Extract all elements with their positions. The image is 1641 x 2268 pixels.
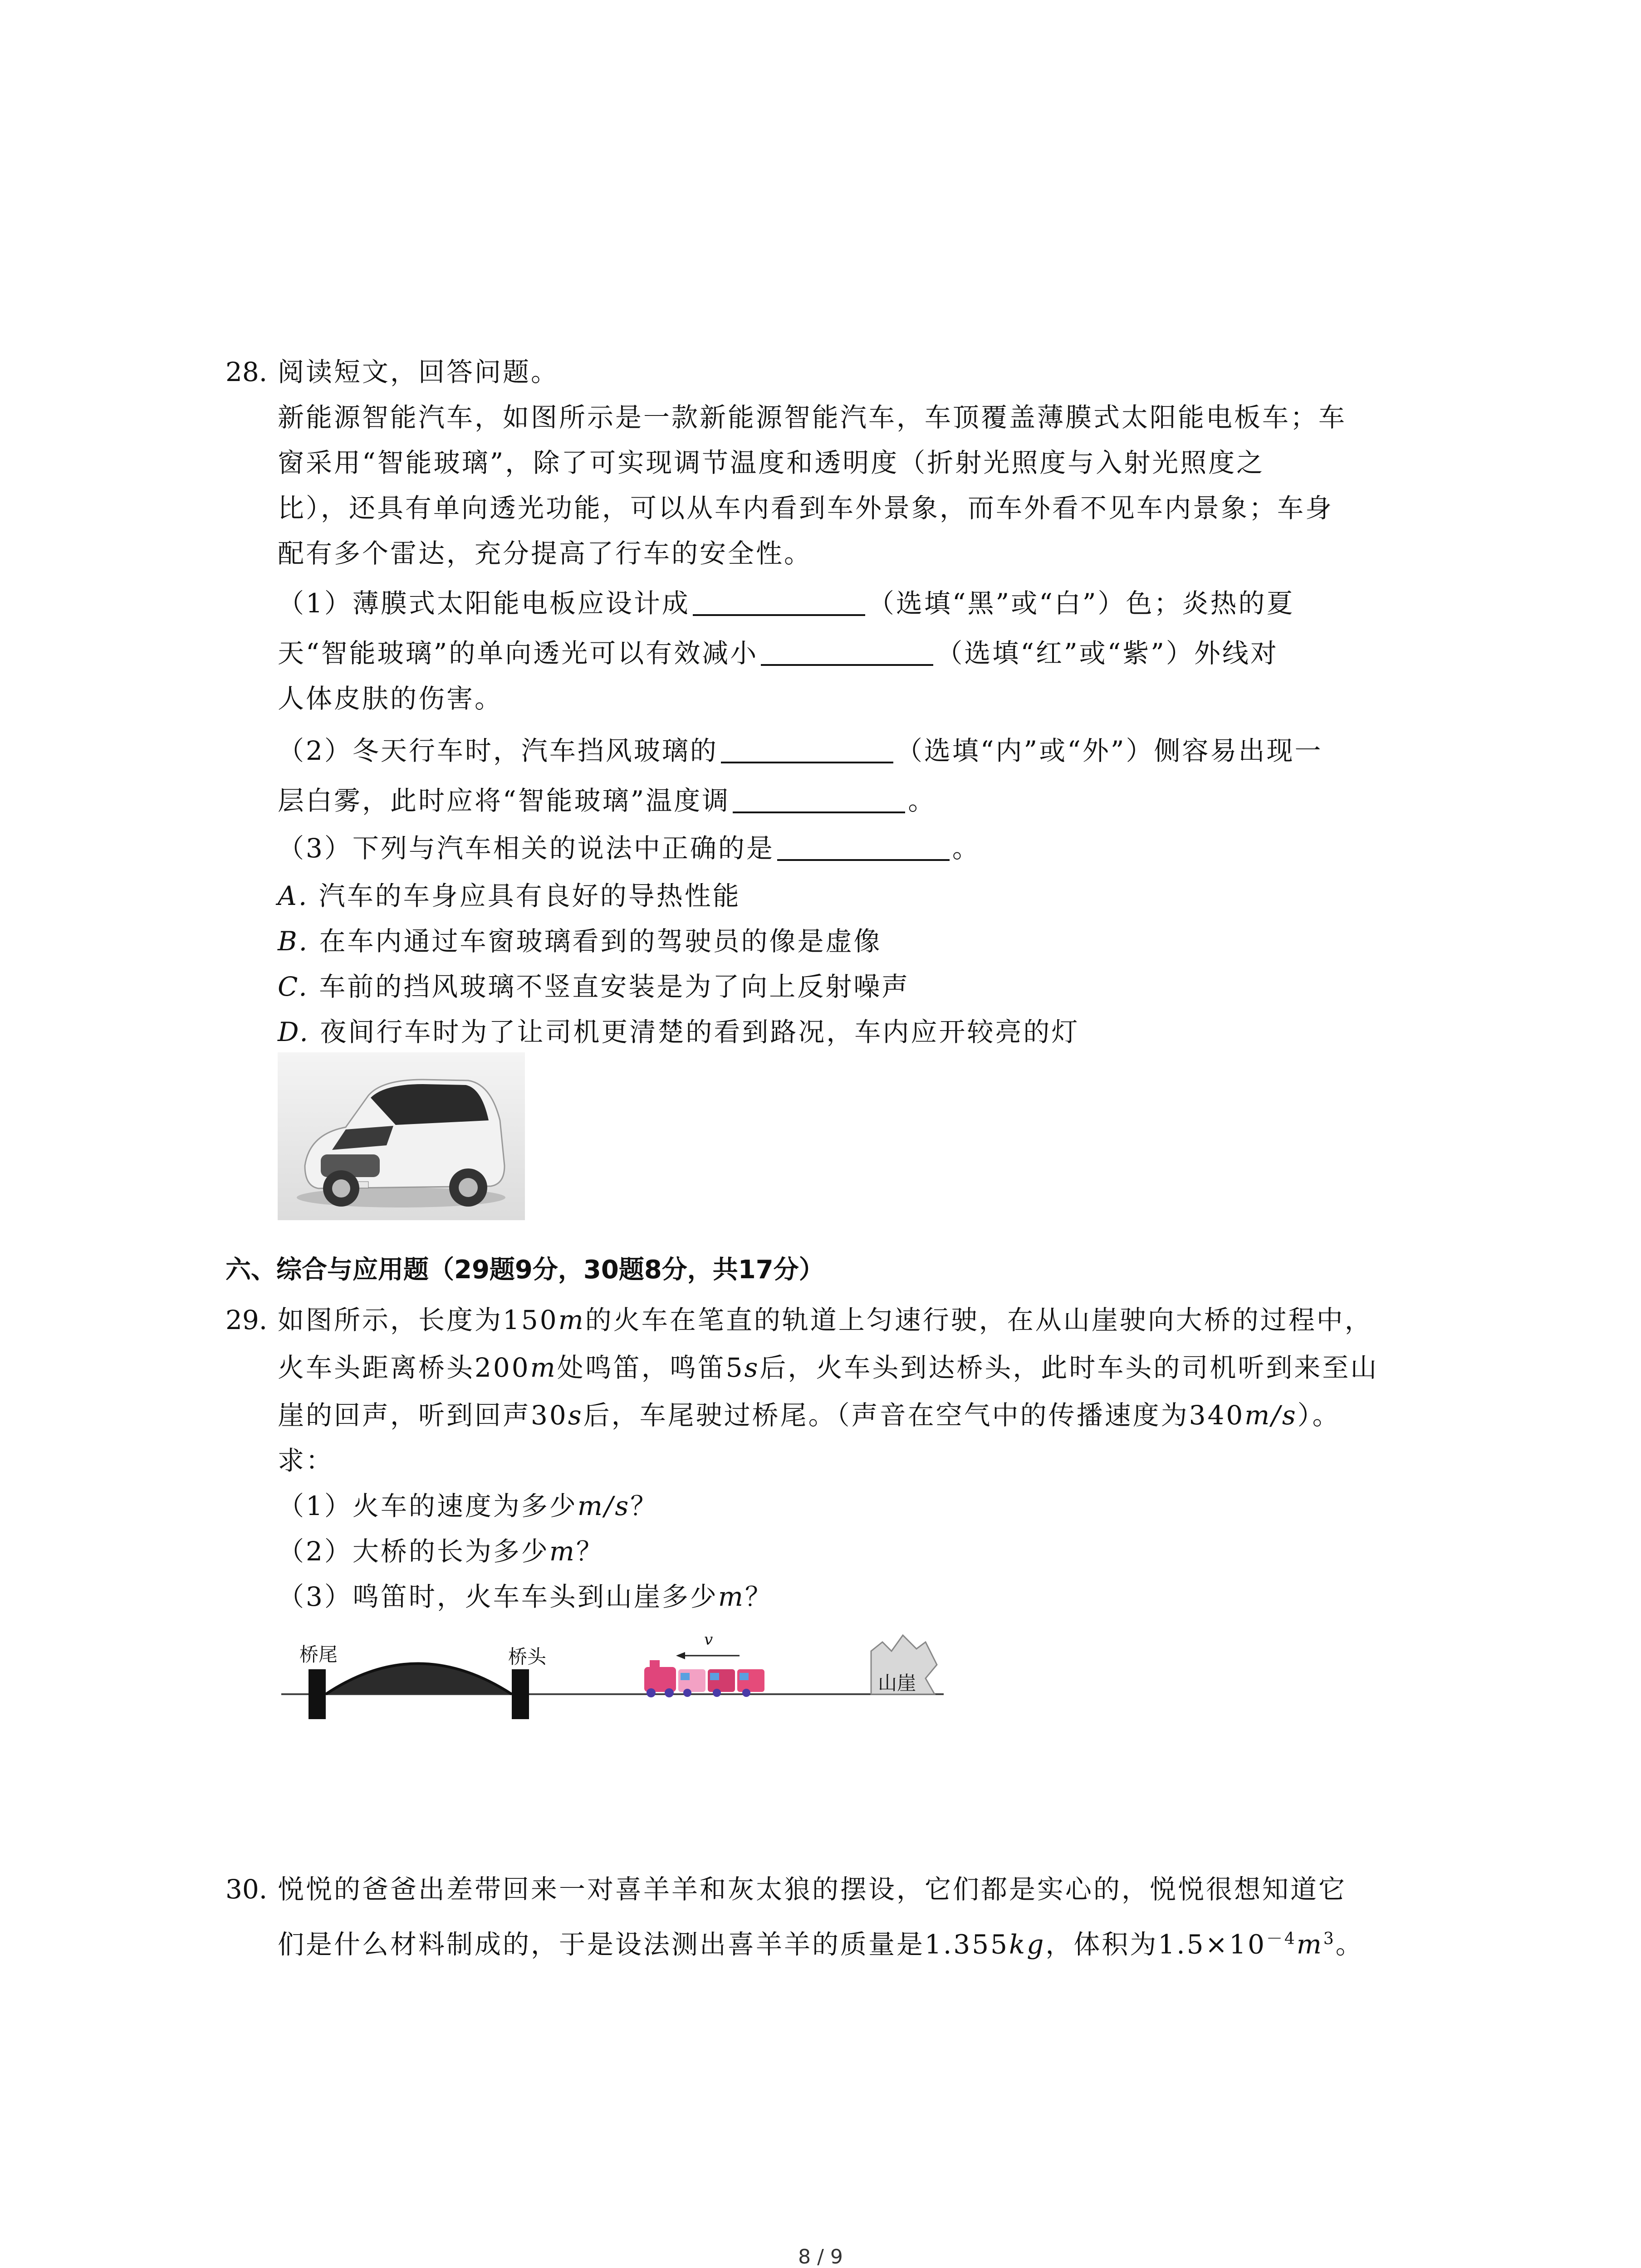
q28-passage-1: 新能源智能汽车，如图所示是一款新能源智能汽车，车顶覆盖薄膜式太阳能电板车；车: [278, 402, 1347, 433]
q30-line2: 们是什么材料制成的，于是设法测出喜羊羊的质量是1.355kg，体积为$1.5\times 10^{-4}m^3$。: [278, 1929, 1364, 1960]
q29-sub2: （2）大桥的长为多少m？: [278, 1536, 604, 1567]
q28-part1-line1: （1）薄膜式太阳能电板应设计成 （选填“黑”或“白”）色；炎热的夏: [278, 588, 1295, 619]
q30-line1: 悦悦的爸爸出差带回来一对喜羊羊和灰太狼的摆设，它们都是实心的，悦悦很想知道它: [278, 1874, 1347, 1905]
q28-number: 28.: [225, 357, 268, 387]
q28-part2-line2: 层白雾，此时应将“智能玻璃”温度调 。: [278, 785, 936, 816]
q28-part2-line1: （2）冬天行车时，汽车挡风玻璃的 （选填“内”或“外”）侧容易出现一: [278, 735, 1323, 766]
page-number: 8 / 9: [798, 2245, 843, 2268]
answer-blank[interactable]: [733, 784, 905, 813]
velocity-label: v: [704, 1631, 713, 1649]
answer-blank[interactable]: [693, 587, 865, 616]
q28-option-d: D. 夜间行车时为了让司机更清楚的看到路况，车内应开较亮的灯: [278, 1017, 1080, 1047]
q28-option-b: B. 在车内通过车窗玻璃看到的驾驶员的像是虚像: [278, 926, 882, 957]
car-image: [278, 1052, 525, 1220]
q28-part1-line3: 人体皮肤的伤害。: [278, 683, 503, 714]
q28-option-a: A. 汽车的车身应具有良好的导热性能: [278, 880, 741, 911]
q29-sub3: （3）鸣笛时，火车车头到山崖多少m？: [278, 1581, 773, 1612]
q29-sub1: （1）火车的速度为多少m/s？: [278, 1491, 659, 1521]
q29-line3: 崖的回声，听到回声30s后，车尾驶过桥尾。（声音在空气中的传播速度为340m/s）。: [278, 1400, 1341, 1431]
bridge-train-diagram: [281, 1615, 953, 1724]
bridge-tail-label: 桥尾: [299, 1643, 338, 1666]
q28-passage-4: 配有多个雷达，充分提高了行车的安全性。: [278, 538, 813, 569]
q29-ask: 求：: [278, 1445, 334, 1476]
cliff-label: 山崖: [878, 1672, 916, 1694]
bridge-head-label: 桥头: [508, 1646, 547, 1668]
section-heading: 六、综合与应用题（29题9分，30题8分，共17分）: [225, 1255, 824, 1285]
q30-number: 30.: [225, 1874, 268, 1905]
answer-blank[interactable]: [721, 734, 893, 763]
car-illustration: [278, 1052, 525, 1220]
q28-intro: 阅读短文，回答问题。: [278, 357, 559, 387]
q28-passage-3: 比），还具有单向透光功能，可以从车内看到车外景象，而车外看不见车内景象；车身: [278, 493, 1334, 523]
q28-part1-line2: 天“智能玻璃”的单向透光可以有效减小 （选填“红”或“紫”）外线对: [278, 638, 1279, 669]
q28-passage-2: 窗采用“智能玻璃”，除了可实现调节温度和透明度（折射光照度与入射光照度之: [278, 447, 1265, 478]
q29-line2: 火车头距离桥头200m处鸣笛，鸣笛5s后，火车头到达桥头，此时车头的司机听到来至山: [278, 1352, 1379, 1383]
q29-line1: 如图所示，长度为150m的火车在笔直的轨道上匀速行驶，在从山崖驶向大桥的过程中，: [278, 1305, 1373, 1335]
q29-number: 29.: [225, 1305, 268, 1335]
q28-option-c: C. 车前的挡风玻璃不竖直安装是为了向上反射噪声: [278, 971, 910, 1002]
diagram-graphic: [281, 1615, 953, 1724]
answer-blank[interactable]: [777, 832, 950, 861]
q28-part3: （3）下列与汽车相关的说法中正确的是 。: [278, 833, 980, 864]
answer-blank[interactable]: [761, 637, 933, 666]
